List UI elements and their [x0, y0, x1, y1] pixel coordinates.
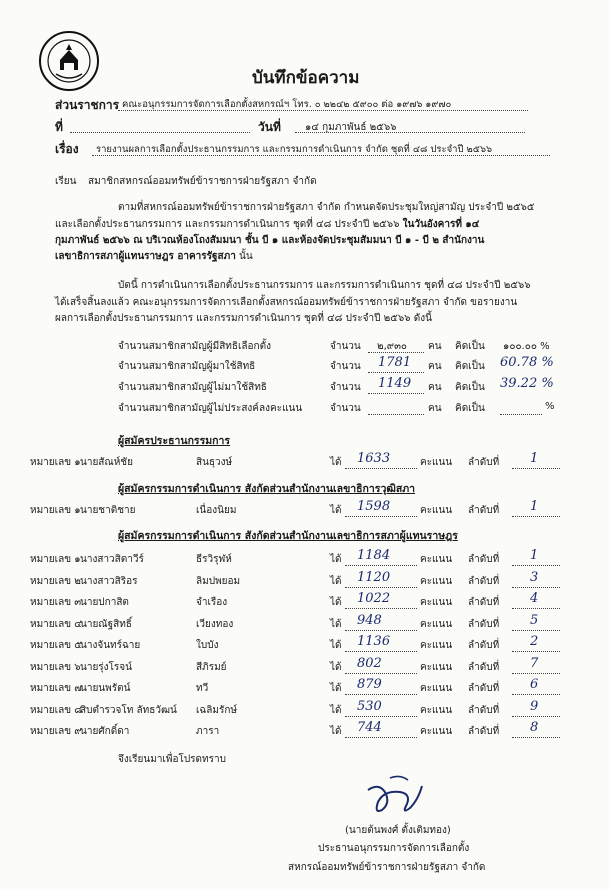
- rank-dotted-line: [512, 516, 560, 517]
- candidate-votes: 1136: [357, 634, 391, 649]
- candidate-name: นายปกาสิต: [80, 597, 129, 608]
- candidate-name: นางสาวสิริอร: [80, 575, 138, 587]
- candidate-rank-label: ลำดับที่: [468, 683, 500, 694]
- seal-emblem: [38, 30, 100, 92]
- stat-amount: ๒,๙๓๐: [377, 341, 408, 352]
- section-title-chairman: ผู้สมัครประธานกรรมการ: [118, 435, 231, 447]
- candidate-rank-label: ลำดับที่: [468, 618, 500, 630]
- candidate-votes-unit: คะแนน: [420, 618, 453, 630]
- candidate-surname: เฉลิมรักษ์: [196, 704, 237, 716]
- subject-dotted-line: [92, 155, 550, 156]
- candidate-rank-label: ลำดับที่: [468, 457, 500, 468]
- rank-dotted-line: [512, 565, 560, 566]
- para2-line1: บัดนี้ การดำเนินการเลือกตั้งประธานกรรมการ และกรรมการดำเนินการ ชุดที่ ๔๘ ประจำปี ๒๕๖๖: [118, 280, 531, 291]
- closing-text: จึงเรียนมาเพื่อโปรดทราบ: [118, 754, 226, 765]
- candidate-surname: ทวี: [196, 683, 209, 694]
- signer-name: (นายต้นพงศ์ ตั้งเติมทอง): [345, 825, 451, 836]
- candidate-surname: สินธุวงษ์: [196, 457, 233, 468]
- candidate-name: นายศักดิ์ดา: [80, 726, 130, 737]
- para2-line2: ได้เสร็จสิ้นลงแล้ว คณะอนุกรรมการจัดการเลือกตั้งสหกรณ์ออมทรัพย์ข้าราชการฝ่ายรัฐสภา จำกัด ขอรายงาน: [55, 297, 518, 308]
- stat-pct: %: [545, 401, 555, 412]
- stat-pct-label: คิดเป็น: [455, 341, 485, 352]
- votes-dotted-line: [345, 587, 417, 588]
- candidate-name: นางจันทร์ฉาย: [80, 640, 141, 651]
- rank-dotted-line: [512, 651, 560, 652]
- stat-unit: คน: [428, 403, 442, 414]
- candidate-surname: เวียงทอง: [196, 618, 234, 630]
- stat-unit: คน: [428, 341, 442, 352]
- votes-dotted-line: [345, 651, 417, 652]
- rank-dotted-line: [512, 587, 560, 588]
- votes-dotted-line: [345, 468, 417, 469]
- candidate-rank: 1: [530, 451, 539, 466]
- candidate-votes: 744: [357, 720, 382, 735]
- candidate-votes: 1184: [357, 548, 391, 563]
- candidate-votes-unit: คะแนน: [420, 575, 453, 587]
- stat-amount-line: [368, 352, 424, 353]
- candidate-got-label: ได้: [330, 683, 342, 694]
- candidate-rank: 9: [530, 698, 539, 714]
- candidate-votes-unit: คะแนน: [420, 597, 453, 608]
- stat-amount-label: จำนวน: [330, 361, 361, 372]
- votes-dotted-line: [345, 516, 417, 517]
- stat-pct-label: คิดเป็น: [455, 403, 485, 414]
- candidate-votes: 802: [357, 655, 382, 671]
- candidate-name: นายสัณห์ชัย: [80, 457, 133, 468]
- rank-dotted-line: [512, 468, 560, 469]
- candidate-rank: 6: [530, 677, 539, 692]
- candidate-votes: 879: [357, 677, 382, 692]
- stat-label: จำนวนสมาชิกสามัญผู้ไม่ประสงค์ลงคะแนน: [118, 403, 303, 414]
- para1-line4a: เลขาธิการสภาผู้แทนราษฎร อาคารรัฐสภา: [55, 251, 236, 262]
- stat-label: จำนวนสมาชิกสามัญผู้มีสิทธิเลือกตั้ง: [118, 341, 271, 352]
- date-value: ๑๔ กุมภาพันธ์ ๒๕๖๖: [305, 122, 397, 133]
- signer-position-2: สหกรณ์ออมทรัพย์ข้าราชการฝ่ายรัฐสภา จำกัด: [288, 862, 486, 873]
- candidate-name: นายรุ่งโรจน์: [80, 661, 133, 673]
- votes-dotted-line: [345, 737, 417, 738]
- stat-unit: คน: [428, 382, 442, 393]
- candidate-name: นายณัฐสิทธิ์: [80, 618, 132, 630]
- stat-pct: 39.22 %: [500, 376, 554, 391]
- rank-dotted-line: [512, 694, 560, 695]
- candidate-got-label: ได้: [330, 597, 342, 608]
- candidate-number: หมายเลข ๘: [30, 704, 82, 716]
- candidate-votes: 1022: [357, 591, 391, 606]
- stat-label: จำนวนสมาชิกสามัญผู้มาใช้สิทธิ: [118, 361, 256, 372]
- candidate-votes: 1120: [357, 569, 391, 585]
- para1-line2a: และเลือกตั้งประธานกรรมการ และกรรมการดำเนินการ ชุดที่ ๔๘ ประจำปี ๒๕๖๖: [55, 219, 403, 230]
- rank-dotted-line: [512, 716, 560, 717]
- candidate-number: หมายเลข ๓: [30, 597, 82, 608]
- votes-dotted-line: [345, 673, 417, 674]
- votes-dotted-line: [345, 608, 417, 609]
- para1-line4: [55, 249, 253, 264]
- candidate-rank-label: ลำดับที่: [468, 640, 500, 651]
- candidate-name: นายนพรัตน์: [80, 683, 131, 694]
- dept-dotted-line: [118, 110, 528, 111]
- para1-line2: [55, 217, 479, 232]
- candidate-rank: 1: [530, 548, 539, 563]
- section-title-house: ผู้สมัครกรรมการดำเนินการ สังกัดส่วนสำนักงานเลขาธิการสภาผู้แทนราษฎร: [118, 530, 458, 542]
- candidate-rank: 2: [530, 634, 539, 649]
- para1-line4b: นั้น: [235, 251, 253, 262]
- votes-dotted-line: [345, 694, 417, 695]
- memo-title: บันทึกข้อความ: [252, 68, 360, 88]
- candidate-rank: 1: [530, 499, 539, 514]
- date-label: วันที่: [258, 120, 281, 134]
- stat-pct-label: คิดเป็น: [455, 382, 485, 393]
- candidate-number: หมายเลข ๖: [30, 661, 81, 673]
- candidate-got-label: ได้: [330, 726, 342, 737]
- candidate-got-label: ได้: [330, 505, 342, 516]
- candidate-votes-unit: คะแนน: [420, 726, 453, 737]
- stat-amount-label: จำนวน: [330, 382, 361, 393]
- stat-pct: ๑๐๐.๐๐ %: [503, 341, 550, 352]
- candidate-rank: 3: [530, 569, 539, 585]
- candidate-rank-label: ลำดับที่: [468, 597, 500, 608]
- para1-line1: ตามที่สหกรณ์ออมทรัพย์ข้าราชการฝ่ายรัฐสภา จำกัด กำหนดจัดประชุมใหญ่สามัญ ประจำปี ๒๕๖๕: [118, 202, 535, 213]
- candidate-votes: 1598: [357, 499, 391, 514]
- signature-scribble: [360, 772, 430, 820]
- candidate-rank: 8: [530, 720, 539, 735]
- candidate-number: หมายเลข ๑: [30, 457, 81, 468]
- stat-label: จำนวนสมาชิกสามัญผู้ไม่มาใช้สิทธิ: [118, 382, 267, 393]
- stat-amount-label: จำนวน: [330, 403, 361, 414]
- ref-label: ที่: [55, 120, 63, 134]
- candidate-number: หมายเลข ๒: [30, 575, 81, 587]
- candidate-got-label: ได้: [330, 554, 342, 565]
- votes-dotted-line: [345, 565, 417, 566]
- candidate-votes-unit: คะแนน: [420, 704, 453, 716]
- stat-amount: 1781: [378, 355, 412, 370]
- stat-pct-label: คิดเป็น: [455, 361, 485, 372]
- dept-value: คณะอนุกรรมการจัดการเลือกตั้งสหกรณ์ฯ โทร. ๐ ๒๒๔๒ ๕๙๐๐ ต่อ ๑๙๗๖ ๑๙๗๐: [122, 99, 452, 110]
- votes-dotted-line: [345, 716, 417, 717]
- rank-dotted-line: [512, 608, 560, 609]
- section-title-senate: ผู้สมัครกรรมการดำเนินการ สังกัดส่วนสำนักงานเลขาธิการวุฒิสภา: [118, 483, 416, 495]
- candidate-votes-unit: คะแนน: [420, 683, 453, 694]
- candidate-name: สิบตำรวจโท ลัทธวัฒน์: [80, 704, 177, 716]
- dept-label: ส่วนราชการ: [55, 98, 120, 112]
- candidate-rank-label: ลำดับที่: [468, 554, 500, 565]
- candidate-number: หมายเลข ๗: [30, 683, 82, 694]
- candidate-votes: 1633: [357, 451, 391, 466]
- candidate-rank: 4: [530, 591, 539, 606]
- candidate-name: นางสาวสิตาวีร์: [80, 554, 144, 565]
- candidate-got-label: ได้: [330, 575, 342, 587]
- candidate-rank: 5: [530, 612, 539, 628]
- stat-amount-line: [368, 393, 424, 394]
- candidate-rank-label: ลำดับที่: [468, 704, 500, 716]
- candidate-got-label: ได้: [330, 704, 342, 716]
- candidate-votes: 948: [357, 612, 382, 628]
- candidate-votes-unit: คะแนน: [420, 554, 453, 565]
- stat-amount-line: [368, 372, 424, 373]
- para1-line2b: ในวันอังคารที่ ๑๔: [402, 219, 480, 230]
- signer-position-1: ประธานอนุกรรมการจัดการเลือกตั้ง: [318, 843, 470, 854]
- candidate-surname: ใบบัง: [196, 640, 219, 651]
- candidate-surname: ลิมปพยอม: [196, 575, 241, 587]
- candidate-rank-label: ลำดับที่: [468, 505, 500, 516]
- to-label: เรียน: [55, 176, 77, 187]
- votes-dotted-line: [345, 630, 417, 631]
- rank-dotted-line: [512, 630, 560, 631]
- candidate-number: หมายเลข ๕: [30, 640, 82, 651]
- candidate-rank-label: ลำดับที่: [468, 575, 500, 587]
- candidate-number: หมายเลข ๙: [30, 726, 82, 737]
- candidate-rank-label: ลำดับที่: [468, 726, 500, 737]
- ref-dotted-line: [70, 132, 250, 133]
- candidate-votes-unit: คะแนน: [420, 457, 453, 468]
- candidate-number: หมายเลข ๑: [30, 554, 81, 565]
- candidate-surname: เนื่องนิยม: [196, 505, 237, 516]
- candidate-rank: 7: [530, 655, 539, 671]
- candidate-surname: สีภิรมย์: [196, 661, 227, 673]
- stat-amount: 1149: [378, 376, 412, 391]
- subject-value: รายงานผลการเลือกตั้งประธานกรรมการ และกรรมการดำเนินการ จำกัด ชุดที่ ๔๘ ประจำปี ๒๕๖๖: [96, 144, 493, 155]
- candidate-votes-unit: คะแนน: [420, 661, 453, 673]
- candidate-surname: จำเรือง: [196, 597, 228, 608]
- candidate-got-label: ได้: [330, 618, 342, 630]
- stat-amount-label: จำนวน: [330, 341, 361, 352]
- candidate-votes-unit: คะแนน: [420, 505, 453, 516]
- candidate-votes: 530: [357, 698, 382, 714]
- stat-amount-line: [368, 414, 424, 415]
- stat-unit: คน: [428, 361, 442, 372]
- candidate-surname: ภารา: [196, 726, 220, 737]
- candidate-surname: ธีรวิรุฬห์: [196, 554, 232, 565]
- para2-line3: ผลการเลือกตั้งประธานกรรมการ และกรรมการดำเนินการ ชุดที่ ๔๘ ประจำปี ๒๕๖๖ ดังนี้: [55, 313, 432, 324]
- to-value: สมาชิกสหกรณ์ออมทรัพย์ข้าราชการฝ่ายรัฐสภา จำกัด: [88, 176, 317, 187]
- candidate-number: หมายเลข ๔: [30, 618, 82, 630]
- candidate-votes-unit: คะแนน: [420, 640, 453, 651]
- rank-dotted-line: [512, 737, 560, 738]
- rank-dotted-line: [512, 673, 560, 674]
- candidate-name: นายชาติชาย: [80, 505, 136, 516]
- candidate-got-label: ได้: [330, 640, 342, 651]
- para1-line3: กุมภาพันธ์ ๒๕๖๖ ณ บริเวณห้องโถงสัมมนา ชั้น บี ๑ และห้องจัดประชุมสัมมนา บี ๑ - บี ๒ สำนักงาน: [55, 235, 485, 246]
- candidate-rank-label: ลำดับที่: [468, 661, 500, 673]
- candidate-got-label: ได้: [330, 457, 342, 468]
- date-dotted-line: [295, 132, 525, 133]
- subject-label: เรื่อง: [55, 142, 79, 156]
- stat-pct-line: [500, 414, 542, 415]
- candidate-got-label: ได้: [330, 661, 342, 673]
- candidate-number: หมายเลข ๑: [30, 505, 81, 516]
- stat-pct: 60.78 %: [500, 355, 554, 370]
